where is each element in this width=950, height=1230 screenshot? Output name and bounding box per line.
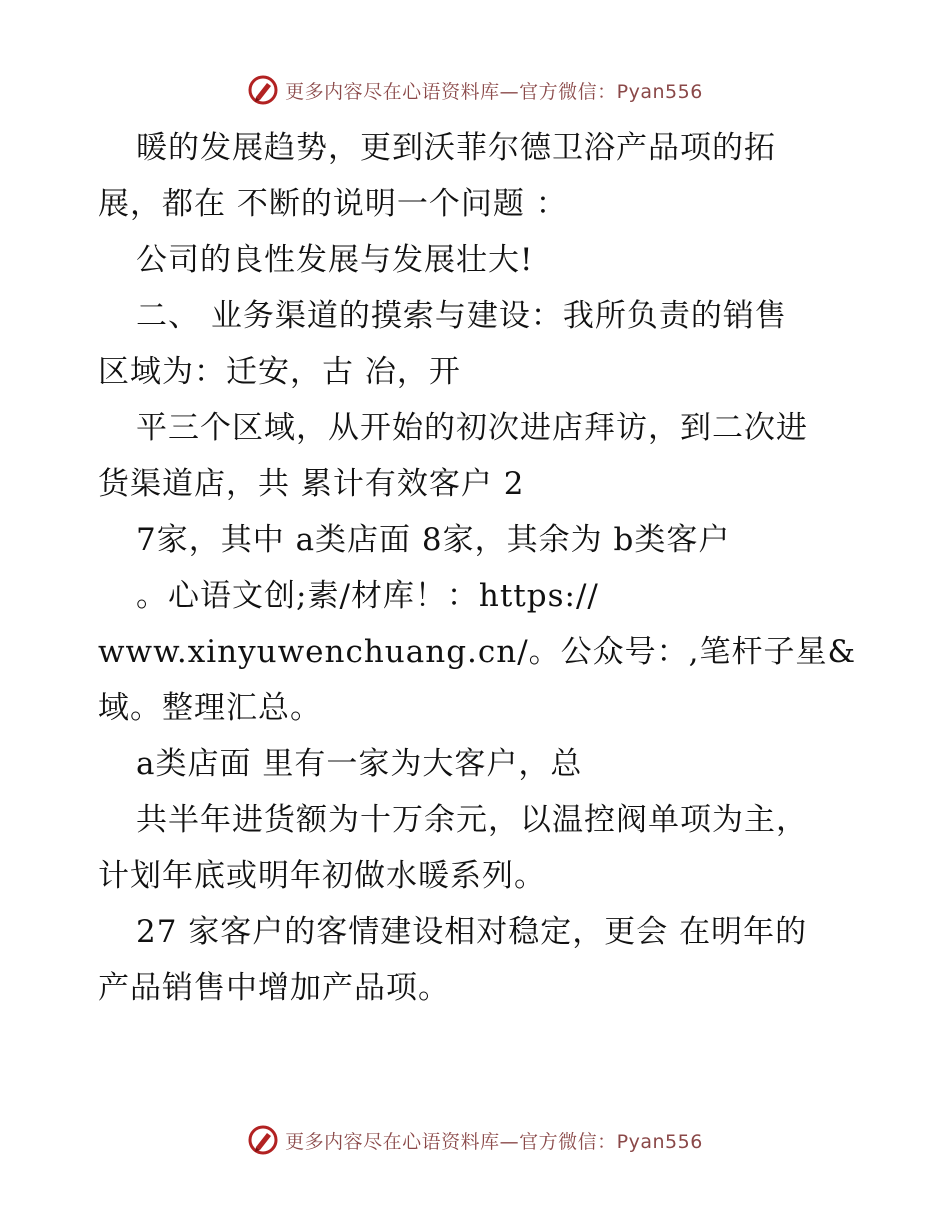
text-line: 暖的发展趋势，更到沃菲尔德卫浴产品项的拓 <box>136 130 776 166</box>
text-line: 产品销售中增加产品项。 <box>98 970 450 1006</box>
text-line: 7家，其中 a类店面 8家，其余为 b类客户 <box>136 522 731 558</box>
red-pen-circle-icon <box>247 1124 279 1156</box>
red-pen-circle-icon <box>247 74 279 106</box>
header-watermark-banner <box>0 70 950 110</box>
text-line: 域。整理汇总。 <box>98 690 322 726</box>
text-line: 。心语文创;素/材库！：https:// <box>136 578 599 614</box>
text-line: 区域为：迁安，古 冶，开 <box>98 354 461 390</box>
text-line: 平三个区域，从开始的初次进店拜访，到二次进 <box>136 410 808 446</box>
footer-banner-text: 更多内容尽在心语资料库—官方微信：Pyan556 <box>285 1130 703 1153</box>
text-line: 27 家客户的客情建设相对稳定，更会 在明年的 <box>136 914 808 950</box>
text-line: 共半年进货额为十万余元，以温控阀单项为主， <box>136 802 808 838</box>
document-body <box>98 120 858 1016</box>
text-line: 公司的良性发展与发展壮大! <box>136 242 534 278</box>
header-banner-text: 更多内容尽在心语资料库—官方微信：Pyan556 <box>285 80 703 103</box>
text-line: 货渠道店，共 累计有效客户 2 <box>98 466 525 502</box>
text-line: 二、 业务渠道的摸索与建设：我所负责的销售 <box>136 298 787 334</box>
text-line: 计划年底或明年初做水暖系列。 <box>98 858 546 894</box>
footer-watermark-banner <box>0 1120 950 1160</box>
text-line: a类店面 里有一家为大客户，总 <box>136 746 583 782</box>
text-line: 展，都在 不断的说明一个问题 ： <box>98 186 568 222</box>
text-line: www.xinyuwenchuang.cn/。公众号：,笔杆子星& <box>98 634 857 670</box>
